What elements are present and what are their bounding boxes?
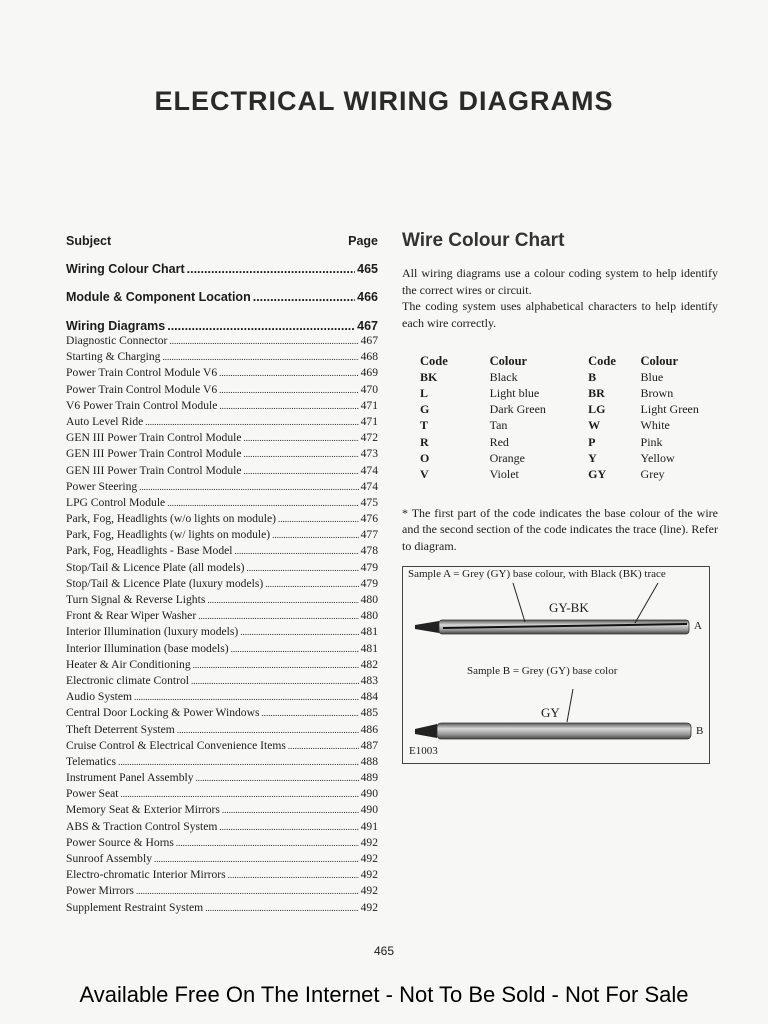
index-entry-page: 475 (360, 495, 378, 509)
colour-code: V (420, 466, 429, 481)
index-entry-title: Cruise Control & Electrical Convenience Items (66, 738, 286, 752)
index-entry (66, 738, 378, 754)
colour-code-table-left (402, 353, 588, 483)
index-entry-page: 491 (360, 819, 378, 833)
index-entry-page: 474 (360, 479, 378, 493)
index-entry-page: 481 (360, 641, 378, 655)
index-entry-title: Audio System (66, 690, 133, 704)
index-entry (66, 479, 378, 495)
colour-code-row (588, 434, 718, 450)
dot-leader (219, 819, 358, 835)
colour-name: Black (489, 369, 518, 384)
sample-b-caption: Sample B = Grey (GY) base color (467, 665, 618, 677)
index-entry-page: 467 (360, 334, 378, 347)
colour-header: Colour (489, 353, 528, 368)
index-entry-title: Park, Fog, Headlights - Base Model (66, 544, 233, 558)
dot-leader (176, 835, 359, 851)
index-entry-page: 472 (360, 431, 378, 445)
colour-code: W (588, 418, 601, 433)
index-entry-title: Turn Signal & Reverse Lights (66, 593, 206, 606)
index-entry-page: 492 (360, 884, 378, 898)
dot-leader (167, 495, 358, 511)
sample-a-end: A (694, 620, 702, 632)
index-entry (66, 430, 378, 446)
colour-header: Colour (640, 353, 679, 368)
index-entry-title: Telematics (66, 754, 117, 768)
index-entry-page: 468 (360, 350, 378, 364)
index-entry-title: Supplement Restraint System (66, 900, 204, 914)
index-entry (66, 576, 378, 592)
index-header (66, 234, 378, 248)
index-entry-title: Power Source & Horns (66, 835, 174, 849)
sample-b-end: B (696, 725, 704, 737)
colour-code-row (588, 385, 718, 401)
index-entry (66, 900, 378, 916)
colour-name: Orange (489, 450, 525, 465)
dot-leader (228, 867, 359, 883)
index-entry-title: Memory Seat & Exterior Mirrors (66, 803, 220, 817)
code-note: * The first part of the code indicates the base colour of the wire and the second section of the code indicates the trace (line). Refer to diagram. (402, 505, 718, 553)
dot-leader (272, 527, 358, 543)
index-entry-title: Instrument Panel Assembly (66, 771, 194, 785)
index-entry (66, 819, 378, 835)
index-entry (66, 446, 378, 462)
index-entry-title: V6 Power Train Control Module (66, 398, 218, 412)
index-entry (66, 835, 378, 851)
index-section-title: Module & Component Location (66, 290, 251, 304)
index-section (66, 319, 378, 333)
index-entry-page: 470 (360, 382, 378, 396)
colour-name: White (640, 418, 670, 433)
colour-code-row (402, 402, 588, 418)
index-entry (66, 414, 378, 430)
colour-code-row (402, 385, 588, 401)
dot-leader (222, 802, 359, 818)
index-entry (66, 770, 378, 786)
dot-leader (205, 900, 358, 916)
index-entry-title: GEN III Power Train Control Module (66, 447, 242, 461)
colour-code-row (402, 369, 588, 385)
page-title: ELECTRICAL WIRING DIAGRAMS (154, 86, 614, 116)
colour-code: Y (588, 450, 597, 465)
index-entry (66, 802, 378, 818)
dot-leader (196, 770, 359, 786)
index-entry-title: GEN III Power Train Control Module (66, 431, 242, 445)
diagram-code: E1003 (409, 745, 438, 757)
dot-leader (219, 382, 358, 398)
dot-leader (219, 365, 358, 381)
index-entry-title: Starting & Charging (66, 350, 161, 364)
colour-code-row (402, 418, 588, 434)
dot-leader (244, 463, 359, 479)
index-entry-title: Diagnostic Connector (66, 334, 168, 347)
index-entry (66, 543, 378, 559)
index-entry-page: 482 (360, 657, 378, 671)
colour-code-row (402, 450, 588, 466)
dot-leader (278, 511, 359, 527)
index-entry (66, 754, 378, 770)
colour-code: BK (420, 369, 438, 384)
colour-code-row (588, 369, 718, 385)
colour-name: Light blue (489, 385, 540, 400)
index-entry-title: GEN III Power Train Control Module (66, 463, 242, 477)
colour-code-table-right (588, 353, 718, 483)
index-entry-page: 473 (360, 447, 378, 461)
dot-leader (219, 398, 358, 414)
index-entry-title: Sunroof Assembly (66, 852, 152, 865)
index-entry-title: LPG Control Module (66, 495, 166, 509)
index-entry-title: Electro-chromatic Interior Mirrors (66, 868, 226, 882)
index-entry-page: 480 (360, 593, 378, 606)
index-entry-page: 488 (360, 754, 378, 768)
colour-code: BR (588, 385, 605, 400)
pointer-line (635, 583, 658, 623)
colour-code-tables (402, 353, 718, 483)
dot-leader (191, 673, 359, 689)
index-entry (66, 495, 378, 511)
pointer-line (513, 583, 525, 622)
intro-paragraph-2: The coding system uses alphabetical characters to help identify each wire correctly. (402, 299, 718, 330)
colour-code: GY (588, 466, 607, 481)
colour-code-row (402, 434, 588, 450)
dot-leader (167, 319, 355, 333)
index-entry (66, 333, 378, 349)
index-entry-page: 479 (360, 560, 378, 574)
index-entry-page: 474 (360, 463, 378, 477)
index-entry-page: 492 (360, 900, 378, 914)
index-entry-title: Central Door Locking & Power Windows (66, 706, 260, 720)
page-number: 465 (373, 944, 395, 958)
footer-notice: Available Free On The Internet - Not To Be Sold - Not For Sale (79, 982, 689, 1007)
index-entry-page: 481 (360, 625, 378, 639)
index-entry-title: Power Train Control Module V6 (66, 382, 218, 396)
index-entry (66, 673, 378, 689)
index-entry (66, 365, 378, 381)
index-entry-title: Electronic climate Control (66, 673, 189, 687)
index-section-title: Wiring Colour Chart (66, 262, 185, 276)
index-entry-title: Stop/Tail & Licence Plate (all models) (66, 560, 245, 574)
dot-leader (234, 543, 358, 559)
colour-name: Dark Green (489, 402, 546, 417)
colour-name: Grey (640, 466, 665, 481)
index-entry (66, 851, 378, 867)
index-entry-page: 489 (360, 771, 378, 785)
index-column (66, 234, 378, 916)
colour-code-row (588, 402, 718, 418)
dot-leader (207, 592, 358, 608)
index-section-title: Wiring Diagrams (66, 319, 166, 333)
dot-leader (253, 290, 355, 304)
index-entry (66, 382, 378, 398)
wire-chart-intro (402, 265, 718, 331)
colour-code: T (420, 418, 429, 433)
dot-leader (154, 851, 359, 867)
index-entry-page: 469 (360, 366, 378, 380)
index-entry-page: 483 (360, 673, 378, 687)
dot-leader (262, 705, 359, 721)
index-section (66, 290, 378, 304)
index-entry-title: Auto Level Ride (66, 414, 144, 428)
index-entry-page: 486 (360, 722, 378, 736)
colour-name: Tan (489, 418, 508, 433)
wire-chart-title: Wire Colour Chart (402, 230, 565, 251)
sample-a-label: GY-BK (549, 600, 589, 615)
dot-leader (240, 624, 358, 640)
dot-leader (244, 446, 359, 462)
colour-name: Yellow (640, 450, 675, 465)
index-entry-title: ABS & Traction Control System (66, 819, 218, 833)
wire-sample-diagram (402, 566, 710, 764)
colour-name: Brown (640, 385, 674, 400)
colour-code-row (588, 466, 718, 482)
dot-leader (244, 430, 359, 446)
index-entry (66, 560, 378, 576)
colour-name: Violet (489, 466, 519, 481)
index-entry-page: 471 (360, 414, 378, 428)
colour-name: Light Green (640, 402, 699, 417)
index-entry-title: Power Seat (66, 787, 119, 801)
index-entry-title: Heater & Air Conditioning (66, 657, 191, 671)
index-section-page: 466 (357, 290, 378, 304)
index-entry-page: 492 (360, 868, 378, 882)
index-entry-page: 480 (360, 609, 378, 623)
colour-code: LG (588, 402, 606, 417)
index-entry-title: Theft Deterrent System (66, 722, 175, 736)
dot-leader (231, 641, 359, 657)
index-entry (66, 511, 378, 527)
colour-code: G (420, 402, 430, 417)
dot-leader (139, 479, 358, 495)
code-header: Code (420, 353, 448, 368)
index-entry (66, 867, 378, 883)
sample-b-label: GY (541, 705, 560, 720)
index-entry (66, 624, 378, 640)
index-entry-title: Power Mirrors (66, 884, 134, 898)
colour-code: P (588, 434, 596, 449)
colour-code-row (402, 466, 588, 482)
colour-name: Pink (640, 434, 663, 449)
index-entry (66, 463, 378, 479)
index-sections (66, 262, 378, 916)
index-section-page: 467 (357, 319, 378, 333)
index-entry (66, 527, 378, 543)
wire-b-conductor (415, 724, 437, 738)
dot-leader (145, 414, 358, 430)
code-header: Code (588, 353, 616, 368)
index-entry-title: Front & Rear Wiper Washer (66, 609, 197, 623)
colour-name: Red (489, 434, 509, 449)
index-entry-title: Interior Illumination (base models) (66, 641, 229, 655)
dot-leader (198, 608, 358, 624)
dot-leader (177, 722, 359, 738)
index-entry-title: Power Steering (66, 479, 138, 493)
page-label: Page (348, 234, 378, 248)
colour-code: O (420, 450, 430, 465)
index-entry-page: 487 (360, 738, 378, 752)
index-entry (66, 883, 378, 899)
wire-colour-chart-panel (402, 230, 718, 764)
index-entry-page: 479 (360, 576, 378, 590)
index-entry-page: 477 (360, 528, 378, 542)
index-section-page: 465 (357, 262, 378, 276)
index-entry-page: 471 (360, 398, 378, 412)
colour-code: B (588, 369, 597, 384)
colour-code-row (588, 450, 718, 466)
dot-leader (187, 262, 356, 276)
index-entry-page: 485 (360, 706, 378, 720)
wire-b-insulation (437, 723, 691, 739)
index-entry-page: 484 (360, 690, 378, 704)
subject-label: Subject (66, 234, 112, 248)
colour-code: L (420, 385, 429, 400)
index-entry-page: 490 (360, 787, 378, 801)
index-section (66, 262, 378, 276)
dot-leader (136, 883, 359, 899)
index-entry-title: Power Train Control Module V6 (66, 366, 218, 380)
dot-leader (118, 754, 359, 770)
index-entry-page: 476 (360, 512, 378, 526)
colour-name: Blue (640, 369, 664, 384)
dot-leader (193, 657, 359, 673)
pointer-line (567, 689, 573, 722)
index-entry-page: 492 (360, 852, 378, 865)
intro-paragraph-1: All wiring diagrams use a colour coding system to help identify the correct wires or circuit. (402, 266, 718, 297)
index-entry (66, 608, 378, 624)
dot-leader (247, 560, 359, 576)
dot-leader (134, 689, 359, 705)
index-entry (66, 705, 378, 721)
index-entry (66, 722, 378, 738)
index-entry (66, 349, 378, 365)
index-entry-title: Stop/Tail & Licence Plate (luxury models) (66, 576, 264, 590)
wire-a-conductor (415, 621, 439, 633)
dot-leader (288, 738, 359, 754)
index-entry (66, 657, 378, 673)
index-entry-title: Park, Fog, Headlights (w/o lights on module) (66, 512, 276, 526)
index-entry (66, 689, 378, 705)
index-entry (66, 786, 378, 802)
index-entry-page: 492 (360, 835, 378, 849)
index-entry-page: 478 (360, 544, 378, 558)
dot-leader (162, 349, 358, 365)
dot-leader (265, 576, 358, 592)
dot-leader (169, 333, 358, 349)
index-entry-title: Interior Illumination (luxury models) (66, 625, 239, 639)
sample-a-caption: Sample A = Grey (GY) base colour, with Black (BK) trace (408, 568, 666, 580)
index-entry-title: Park, Fog, Headlights (w/ lights on module) (66, 528, 271, 542)
colour-code: R (420, 434, 429, 449)
dot-leader (120, 786, 358, 802)
index-entry (66, 592, 378, 608)
colour-code-row (588, 418, 718, 434)
index-entry (66, 398, 378, 414)
index-entry-list (66, 333, 378, 916)
index-entry (66, 641, 378, 657)
index-entry-page: 490 (360, 803, 378, 817)
